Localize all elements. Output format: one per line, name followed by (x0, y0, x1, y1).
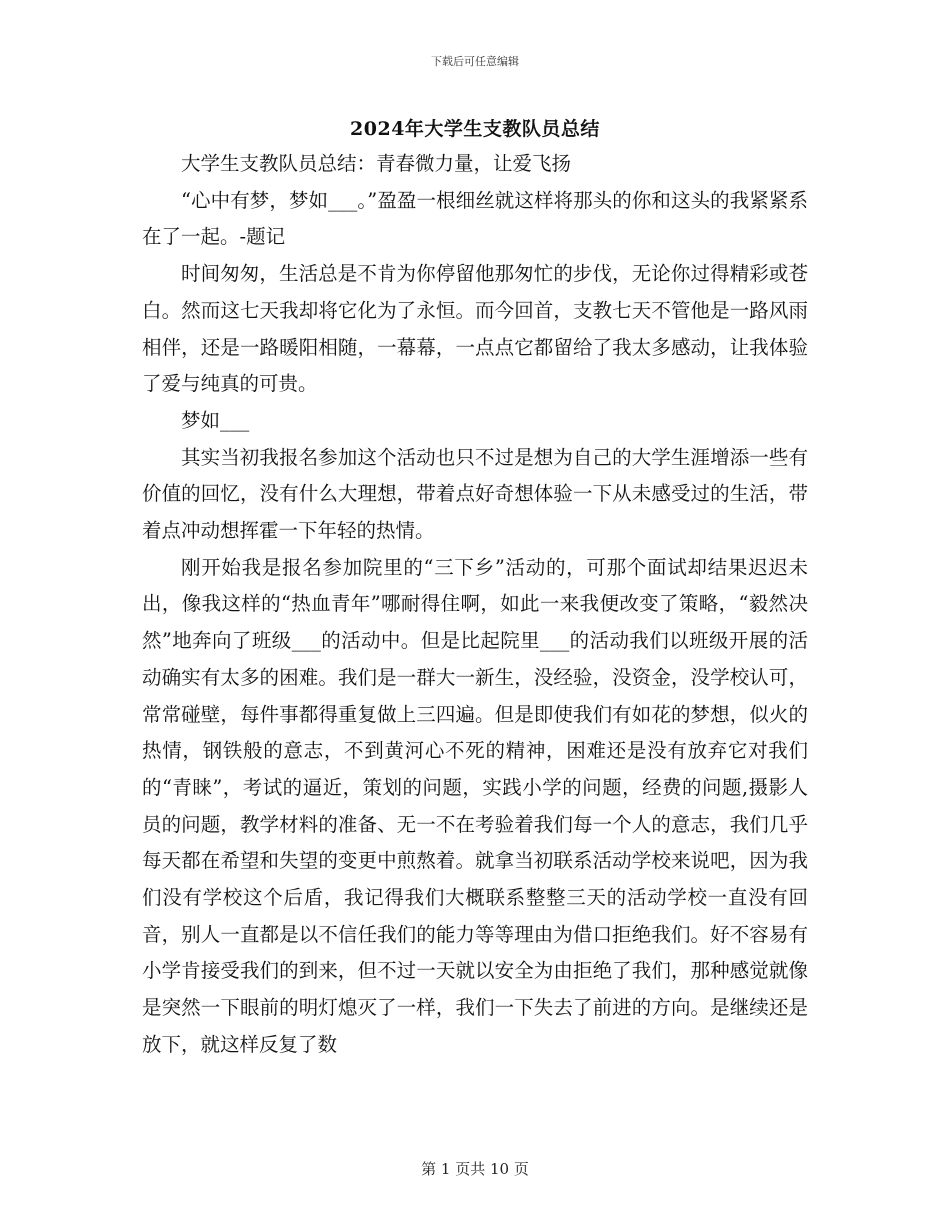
document-title: 2024年大学生支教队员总结 (350, 118, 600, 140)
document-body (142, 146, 808, 1064)
paragraph: 其实当初我报名参加这个活动也只不过是想为自己的大学生涯增添一些有价值的回忆，没有什么大理想，带着点好奇想体验一下从未感受过的生活，带着点冲动想挥霍一下年轻的热情。 (142, 445, 808, 543)
paragraph: 刚开始我是报名参加院里的“三下乡”活动的，可那个面试却结果迟迟未出，像我这样的“热血青年”哪耐得住啊，如此一来我便改变了策略，“毅然决然”地奔向了班级___的活动中。但是比起院里___的活动我们以班级开展的活动确实有太多的困难。我们是一群大一新生，没经验，没资金，没学校认可，常常碰壁，每件事都得重复做上三四遍。但是即使我们有如花的梦想，似火的热情，钢铁般的意志，不到黄河心不死的精神，困难还是没有放弃它对我们的“青睐”，考试的逼近，策划的问题，实践小学的问题，经费的问题,摄影人员的问题，教学材料的准备、无一不在考验着我们每一个人的意志，我们几乎每天都在希望和失望的变更中煎熬着。就拿当初联系活动学校来说吧，因为我们没有学校这个后盾，我记得我们大概联系整整三天的活动学校一直没有回音，别人一直都是以不信任我们的能力等等理由为借口拒绝我们。好不容易有小学肯接受我们的到来，但不过一天就以安全为由拒绝了我们，那种感觉就像是突然一下眼前的明灯熄灭了一样，我们一下失去了前进的方向。是继续还是放下，就这样反复了数 (142, 555, 808, 1056)
paragraph-epigraph: “心中有梦，梦如___。”盈盈一根细丝就这样将那头的你和这头的我紧紧系在了一起。-题记 (142, 188, 808, 249)
paragraph: 时间匆匆，生活总是不肯为你停留他那匆忙的步伐，无论你过得精彩或苍白。然而这七天我却将它化为了永恒。而今回首，支教七天不管他是一路风雨相伴，还是一路暖阳相随，一幕幕，一点点它都留给了我太多感动，让我体验了爱与纯真的可贵。 (142, 262, 808, 396)
page-number: 第 1 页共 10 页 (421, 1160, 529, 1178)
paragraph-subtitle: 大学生支教队员总结：青春微力量，让爱飞扬 (181, 152, 572, 175)
header-note: 下载后可任意编辑 (431, 55, 519, 68)
section-heading: 梦如___ (181, 408, 250, 432)
